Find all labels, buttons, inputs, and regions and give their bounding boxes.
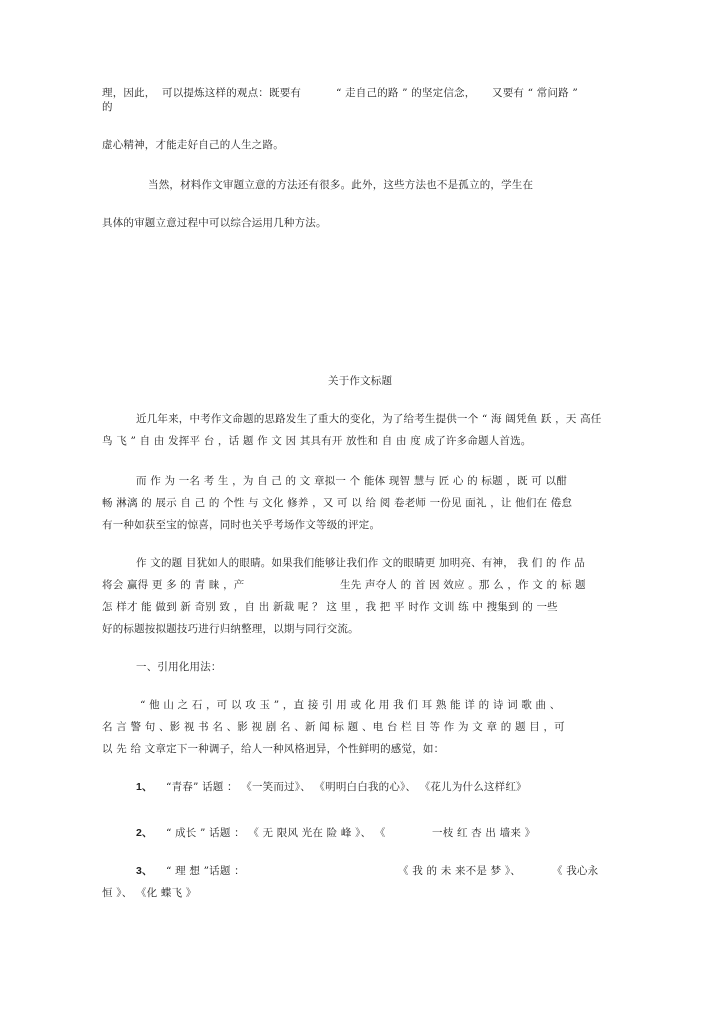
para1-line-2: 鸟 飞 ” 自 由 发挥平 台 ，话 题 作 文 因 其具有开 放性和 自 由 度 成了许多命题人首选。: [102, 435, 532, 447]
section-title: 关于作文标题: [328, 375, 393, 387]
intro-line-1c: “ 走自己的路 ” 的坚定信念，: [336, 87, 476, 99]
intro-line-1a: 理，因此，: [102, 87, 156, 99]
para3-line-2b: 生先 声夺人 的 首 因 效应 。那 么 ，作 文 的 标 题: [340, 579, 586, 591]
para3-line-2a: 将会 赢得 更 多 的 青 睐 ，产: [102, 579, 245, 591]
para3-line-4: 好的标题按拟题技巧进行归纳整理，以期与同行交流。: [102, 623, 359, 635]
para1-line-1: 近几年来，中考作文命题的思路发生了重大的变化，为了给考生提供一个 “ 海 阔凭鱼 跃 ，天 高任: [136, 413, 602, 425]
example-3-number: 3、: [136, 865, 153, 877]
intro-line-1b: 可以提炼这样的观点：既要有: [162, 87, 302, 99]
intro2-line-2: 具体的审题立意过程中可以综合运用几种方法。: [102, 217, 327, 229]
method1-line-1: “ 他 山 之 石 ，可 以 攻 玉 ” ，直 接 引 用 或 化 用 我 们 耳 熟 能 详 的 诗 词 歌 曲 、: [140, 699, 561, 711]
para2-line-3: 有一种如获至宝的惊喜，同时也关乎考场作文等级的评定。: [102, 519, 381, 531]
para2-line-1: 而 作 为 一名 考 生 ，为 自 己 的 文 章拟一 个 能体 现智 慧与 匠 心 的 标题 ，既 可 以酣: [136, 475, 567, 487]
example-2-text-a: “ 成长 ” 话题 ： 《 无 限风 光在 险 峰 》、 《: [166, 827, 386, 839]
example-2-text-b: 一枝 红 杏 出 墙来 》: [432, 827, 536, 839]
intro-line-3: 虚心精神，才能走好自己的人生之路。: [102, 139, 284, 151]
example-3-text-c: 《 我心永: [552, 865, 599, 877]
intro2-line-1: 当然，材料作文审题立意的方法还有很多。此外，这些方法也不是孤立的，学生在: [148, 179, 534, 191]
example-2-number: 2、: [136, 827, 153, 839]
method1-line-2: 名 言 警 句 、影 视 书 名 、影 视 剧 名 、新 闻 标 题 、电 台 栏 目 等 作 为 文 章 的 题 目 ，可: [102, 721, 565, 733]
method1-heading: 一、引用化用法：: [136, 661, 222, 673]
para3-line-1: 作 文的题 目犹如人的眼睛。如果我们能够让我们作 文的眼睛更 加明亮、有神， 我 们 的 作 品: [136, 557, 586, 569]
example-3-text-b: 《 我 的 未 来不是 梦 》、: [398, 865, 521, 877]
para2-line-2: 畅 淋漓 的 展示 自 己 的 个性 与 文化 修养 ，又 可 以 给 阅 卷老师 一份见 面礼 ，让 他们在 倦怠: [102, 497, 573, 509]
intro-line-2: 的: [102, 101, 113, 113]
para3-line-3: 怎 样才 能 做到 新 奇别 致 ，自 出 新裁 呢 ？ 这 里 ，我 把 平 时作 文训 练 中 搜集到 的 一些: [102, 601, 558, 613]
example-1-number: 1、: [136, 781, 153, 793]
example-1-text: “青春” 话题 ： 《一笑而过》、 《明明白白我的心》、 《花儿为什么这样红》: [166, 781, 527, 793]
intro-line-1d: 又要有 “ 常问路 ”: [492, 87, 578, 99]
example-3-text-a: “ 理 想 ”话题 ：: [166, 865, 245, 877]
method1-line-3: 以 先 给 文章定下一种调子，给人一种风格迥异，个性鲜明的感觉，如：: [102, 743, 445, 755]
example-3-line-2: 恒 》、 《化 蝶飞 》: [102, 887, 197, 899]
